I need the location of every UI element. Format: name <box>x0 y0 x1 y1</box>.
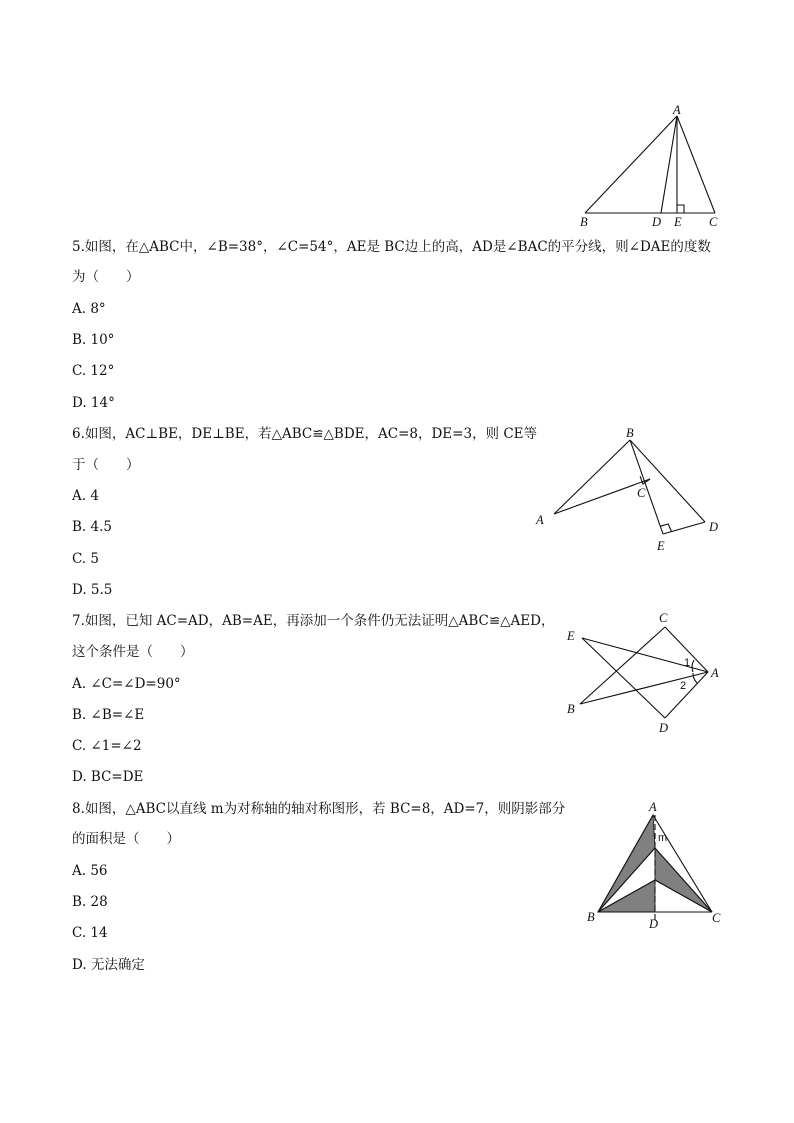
q5-label-d: D <box>652 215 662 229</box>
q5-stem-line-2: 为（ ） <box>72 269 140 285</box>
q8-label-m: m <box>658 832 668 844</box>
q7-label-2: 2 <box>680 680 687 692</box>
q5-label-e: E <box>674 215 682 229</box>
q6-label-e: E <box>657 539 665 553</box>
q6-label-b: B <box>626 426 634 440</box>
q6-stem-line-1: 6.如图，AC⊥BE，DE⊥BE，若△ABC≌△BDE，AC=8，DE=3，则 CE等 <box>72 426 538 442</box>
q5-label-b: B <box>580 215 588 229</box>
q5-label-a: A <box>673 103 681 117</box>
q7-option-a: A. ∠C=∠D=90° <box>72 676 181 692</box>
q6-label-c: C <box>637 486 646 500</box>
q5-option-b: B. 10° <box>72 332 115 348</box>
q8-option-c: C. 14 <box>72 925 108 941</box>
q7-option-c: C. ∠1=∠2 <box>72 738 142 754</box>
q8-label-a: A <box>649 800 657 814</box>
q8-option-d: D. 无法确定 <box>72 957 145 973</box>
q8-option-b: B. 28 <box>72 894 108 910</box>
q8-label-d: D <box>649 917 659 931</box>
q6-option-c: C. 5 <box>72 551 100 567</box>
q8-label-b: B <box>587 910 595 924</box>
q8-stem-line-1: 8.如图，△ABC以直线 m为对称轴的轴对称图形，若 BC=8，AD=7，则阴影部分 <box>72 801 566 817</box>
q6-option-d: D. 5.5 <box>72 582 113 598</box>
q6-label-d: D <box>709 520 719 534</box>
q5-figure <box>575 104 725 230</box>
q5-label-c: C <box>709 215 718 229</box>
q5-stem-line-1: 5.如图，在△ABC中，∠B=38°，∠C=54°，AE是 BC边上的高，AD是∠BAC的平分线，则∠DAE的度数 <box>72 239 711 255</box>
q6-figure <box>530 422 730 557</box>
q8-stem-line-2: 的面积是（ ） <box>72 831 180 847</box>
q7-label-1: 1 <box>684 657 691 669</box>
q7-figure <box>560 605 730 740</box>
q6-stem-line-2: 于（ ） <box>72 457 140 473</box>
q7-stem-line-2: 这个条件是（ ） <box>72 644 194 660</box>
q6-option-b: B. 4.5 <box>72 519 112 535</box>
q5-option-d: D. 14° <box>72 395 115 411</box>
q7-option-b: B. ∠B=∠E <box>72 707 145 723</box>
q6-label-a: A <box>536 513 544 527</box>
q8-option-a: A. 56 <box>72 863 108 879</box>
q7-label-a: A <box>711 666 719 680</box>
q7-label-e: E <box>567 629 575 643</box>
q7-option-d: D. BC=DE <box>72 769 144 785</box>
q6-option-a: A. 4 <box>72 488 99 504</box>
q7-label-d: D <box>659 721 669 735</box>
q8-label-c: C <box>712 911 721 925</box>
q5-option-c: C. 12° <box>72 363 115 379</box>
q5-option-a: A. 8° <box>72 301 106 317</box>
q7-stem-line-1: 7.如图，已知 AC=AD，AB=AE，再添加一个条件仍无法证明△ABC≌△AED， <box>72 613 555 629</box>
q7-label-c: C <box>659 611 668 625</box>
q8-figure <box>580 795 730 935</box>
q7-label-b: B <box>567 702 575 716</box>
